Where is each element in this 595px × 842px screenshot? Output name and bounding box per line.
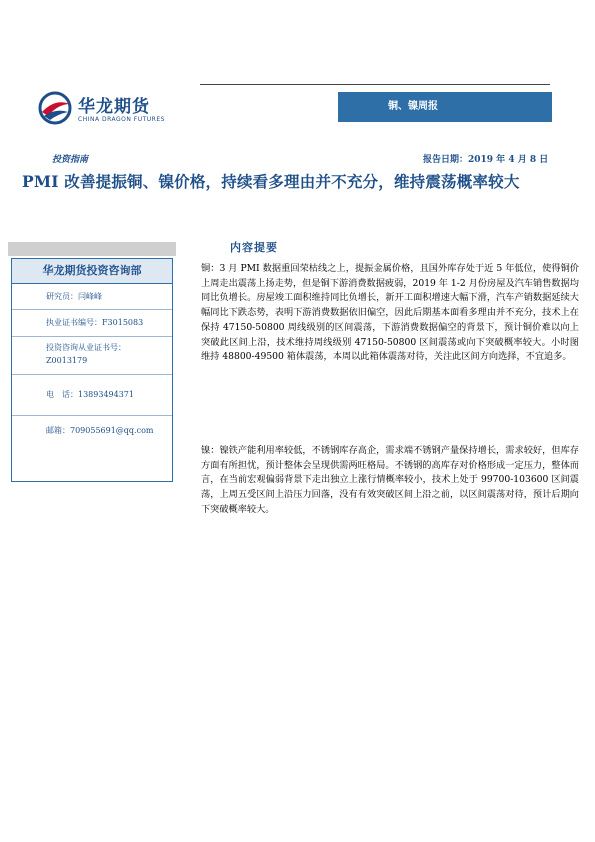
email-field: 邮箱：709055691@qq.com: [46, 426, 154, 435]
summary-title: 内容提要: [230, 241, 278, 254]
phone-field: 电 话：13893494371: [12, 375, 172, 416]
consult-license-field: 投资咨询从业证书号：Z0013179: [12, 337, 172, 375]
nickel-summary-paragraph: 镍：镍铁产能利用率较低，不锈钢库存高企，需求端不锈钢产量保持增长，需求较好，但库存方面有所担忧，预计整体会呈现供需两旺格局。不锈钢的高库存对价格形成一定压力，整体而言，在当前宏观偏弱背景下走出独立上涨行情概率较小，技术上处于 99700-103600 区间震荡，上周五受区间上沿压力回落，没有有效突破区间上沿之前，以区间震荡对待，预计后期向下突破概率较大。: [201, 445, 579, 515]
report-type-banner: [338, 92, 552, 122]
copper-summary-paragraph: 铜：3 月 PMI 数据重回荣枯线之上，提振金属价格，且国外库存处于近 5 年低位，使得铜价上周走出震荡上扬走势，但是铜下游消费数据疲弱，2019 年 1-2 月份房屋及汽车销售数据均同比负增长。房屋竣工面积维持同比负增长，新开工面积增速大幅下滑，汽车产销数据延续大幅同比下跌态势，表明下游消费数据依旧偏空，因此后期基本面看多理由并不充分，技术上在保持 47150-50800 周线级别的区间震荡，下游消费数据偏空的背景下，预计铜价难以向上突破此区间上沿，技术维持周线级别 47150-50800 区间震荡或向下突破概率较大。小时图维持 48800-49500 箱体震荡，本周以此箱体震荡对待，关注此区间方向选择，不宜追多。: [201, 263, 579, 363]
section-label-guide: 投资指南: [52, 155, 89, 165]
company-name-cn: 华龙期货: [78, 97, 150, 117]
company-logo: [36, 90, 196, 130]
report-date: 报告日期：2019 年 4 月 8 日: [423, 155, 549, 165]
dragon-logo-icon: [36, 90, 74, 126]
report-type-label: 铜、镍周报: [388, 101, 438, 112]
company-name-en: CHINA DRAGON FUTURES: [78, 116, 165, 123]
researcher-field: 研究员：闫峰峰: [12, 284, 172, 310]
header-rule: [200, 84, 550, 85]
sidebar-header-strip: [8, 242, 176, 256]
sidebar-title: 华龙期货投资咨询部: [12, 259, 172, 284]
analyst-info-box: [11, 258, 173, 482]
license-number-field: 执业证书编号：F3015083: [12, 310, 172, 337]
report-headline: PMI 改善提振铜、镍价格，持续看多理由并不充分，维持震荡概率较大: [22, 172, 520, 191]
